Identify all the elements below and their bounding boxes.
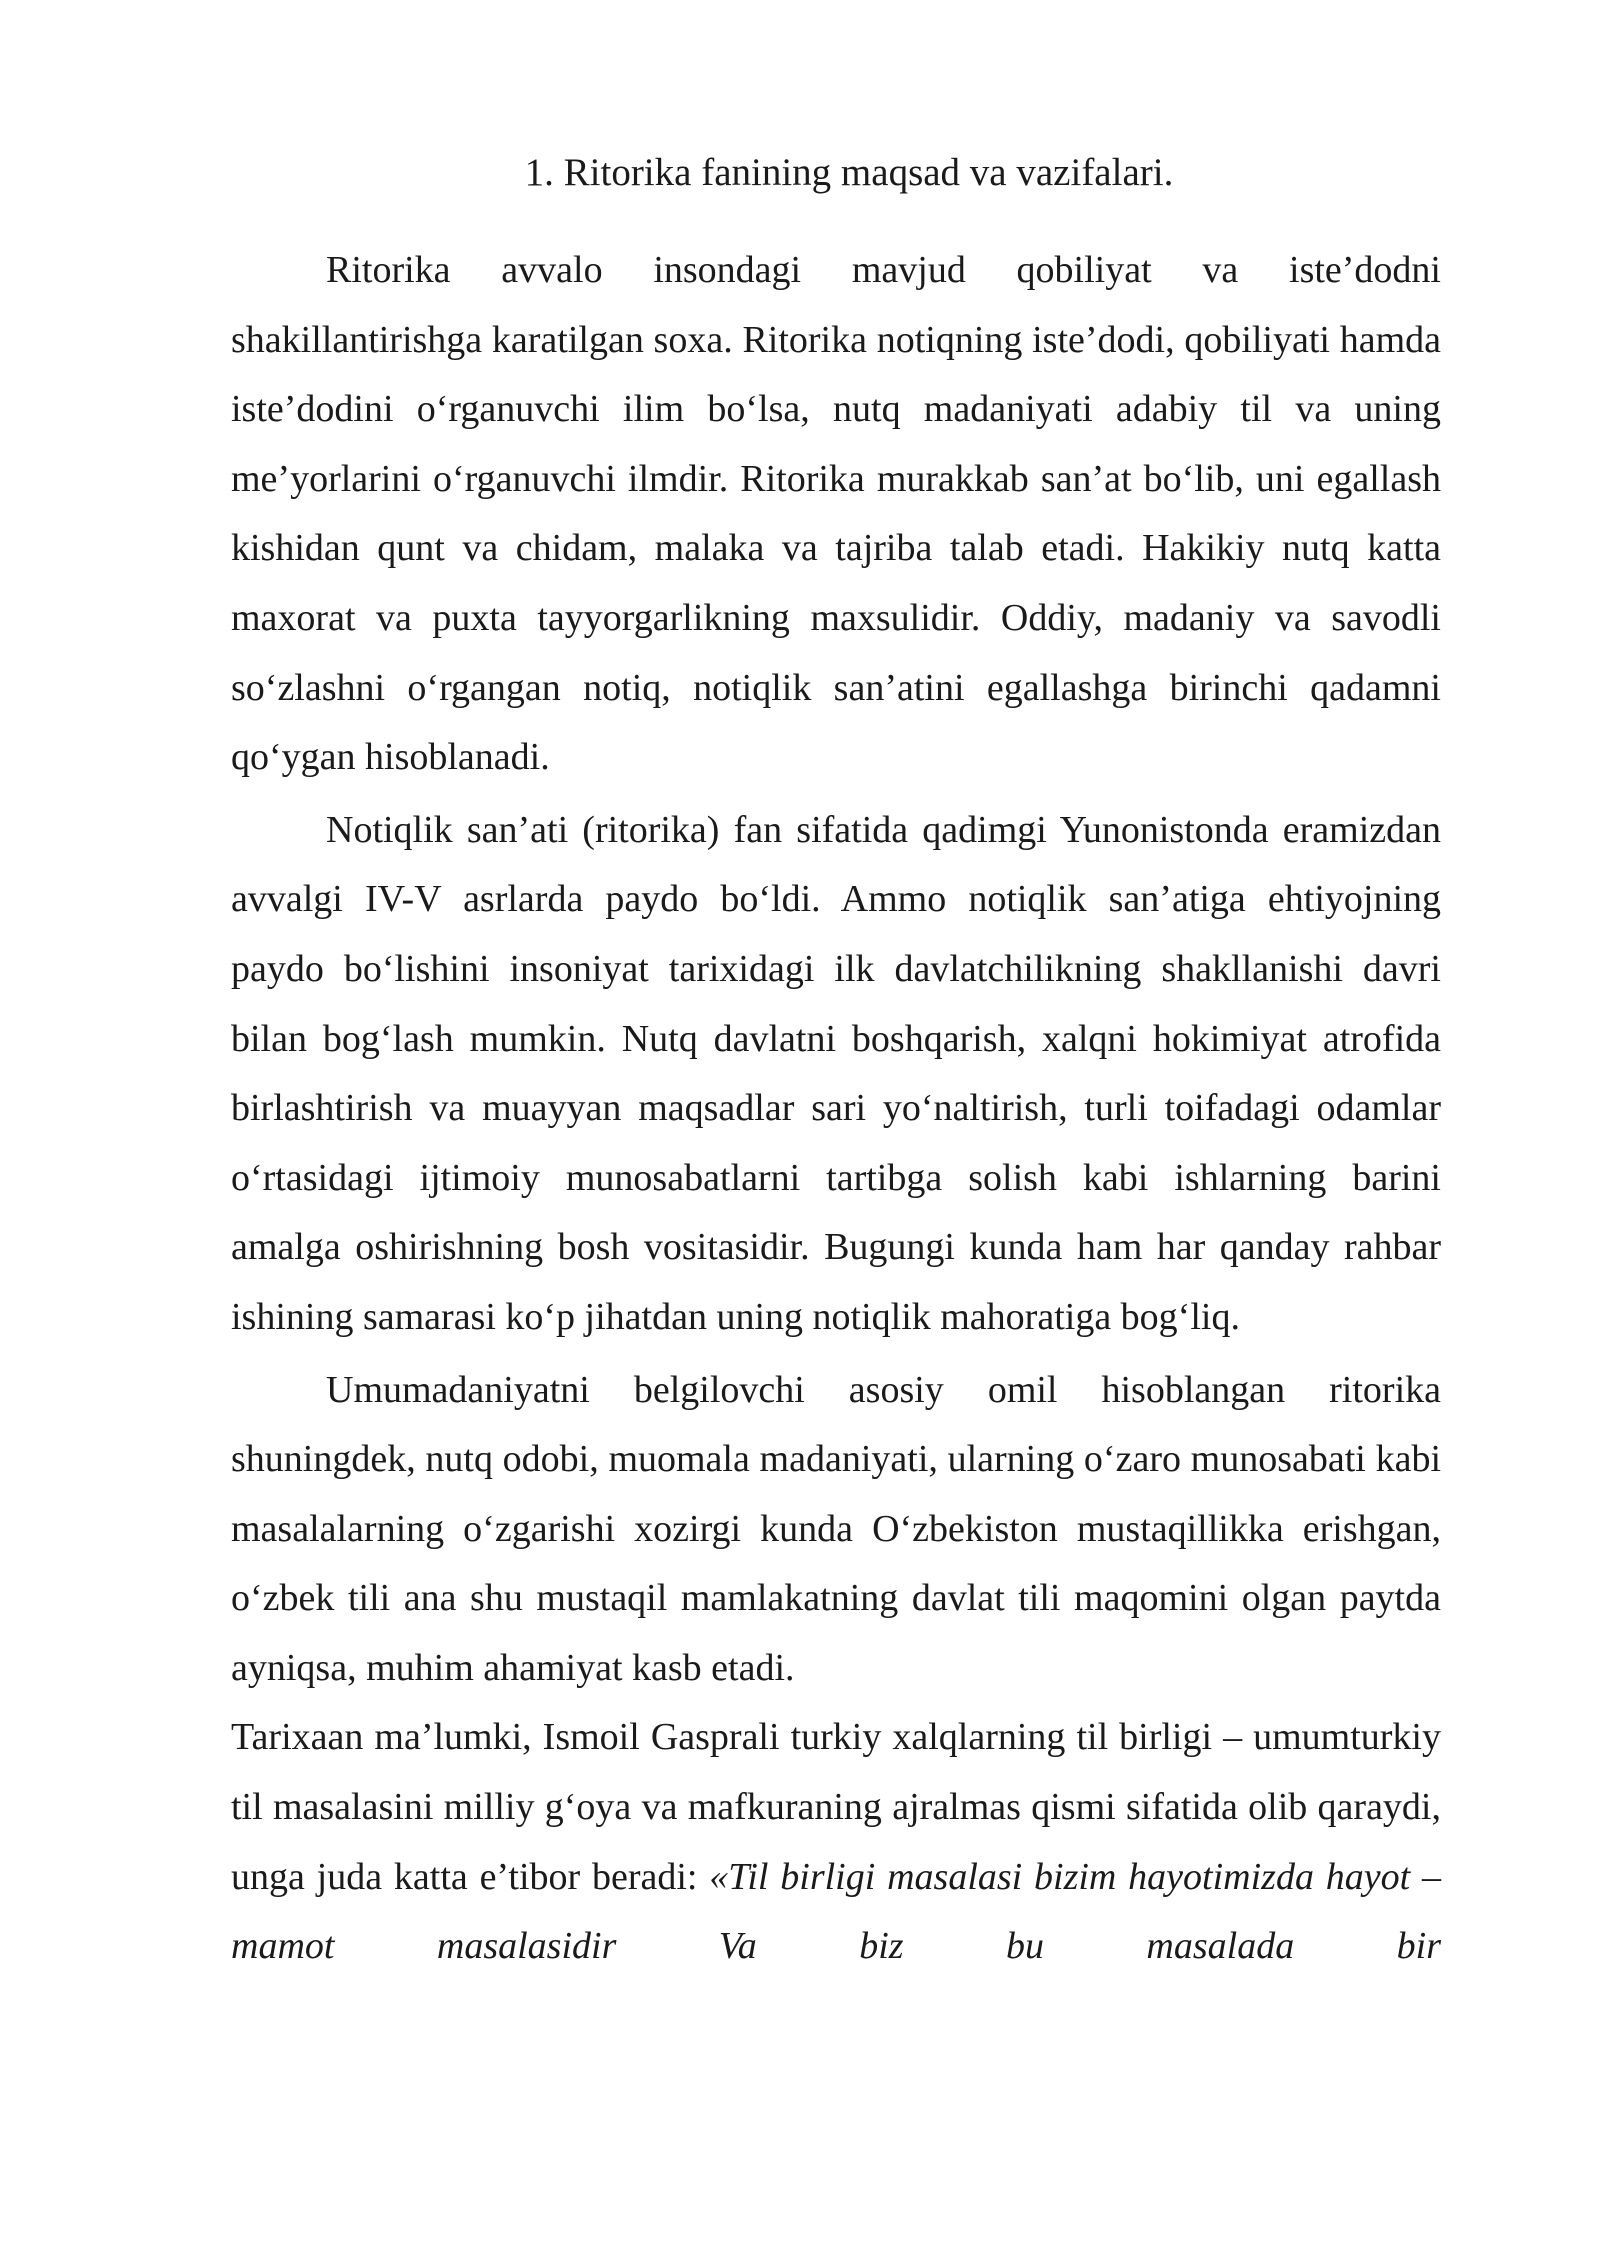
paragraph-4-plain: Tarixaan ma’lumki, Ismoil Gasprali turkiy xalqlarning til birligi – umumturkiy til masalasini milliy g‘oya va mafkuraning ajralmas qismi sifatida olib qaraydi, unga juda katta e’tibor beradi: <box>231 1716 1441 1898</box>
page-title: 1. Ritorika fanining maqsad va vazifalari. <box>524 151 1174 194</box>
paragraph-4-quote: «Til birligi masalasi bizim hayotimizda hayot – mamot masalasidir Va biz bu masalada bir <box>231 1855 1441 1968</box>
paragraph-2: Notiqlik san’ati (ritorika) fan sifatida qadimgi Yunonistonda eramizdan avvalgi IV-V asrlarda paydo bo‘ldi. Ammo notiqlik san’atiga ehtiyojning paydo bo‘lishini insoniyat tarixidagi ilk davlatchilikning shakllanishi davri bilan bog‘lash mumkin. Nutq davlatni boshqarish, xalqni hokimiyat atrofida birlashtirish va muayyan maqsadlar sari yo‘naltirish, turli toifadagi odamlar o‘rtasidagi ijtimoiy munosabatlarni tartibga solish kabi ishlarning barini amalga oshirishning bosh vositasidir. Bugungi kunda ham har qanday rahbar ishining samarasi ko‘p jihatdan uning notiqlik mahoratiga bog‘liq. <box>231 808 1441 1338</box>
document-page <box>231 145 1441 1982</box>
paragraph-3: Umumadaniyatni belgilovchi asosiy omil hisoblangan ritorika shuningdek, nutq odobi, muomala madaniyati, ularning o‘zaro munosabati kabi masalalarning o‘zgarishi xozirgi kunda O‘zbekiston mustaqillikka erishgan, o‘zbek tili ana shu mustaqil mamlakatning davlat tili maqomini olgan paytda ayniqsa, muhim ahamiyat kasb etadi. <box>231 1368 1441 1689</box>
paragraph-1: Ritorika avvalo insondagi mavjud qobiliyat va iste’dodni shakillantirishga karatilgan soxa. Ritorika notiqning iste’dodi, qobiliyati hamda iste’dodini o‘rganuvchi ilim bo‘lsa, nutq madaniyati adabiy til va uning me’yorlarini o‘rganuvchi ilmdir. Ritorika murakkab san’at bo‘lib, uni egallash kishidan qunt va chidam, malaka va tajriba talab etadi. Hakikiy nutq katta maxorat va puxta tayyorgarlikning maxsulidir. Oddiy, madaniy va savodli so‘zlashni o‘rgangan notiq, notiqlik san’atini egallashga birinchi qadamni qo‘ygan hisoblanadi. <box>231 249 1441 779</box>
paragraph-4 <box>231 1703 1441 1981</box>
